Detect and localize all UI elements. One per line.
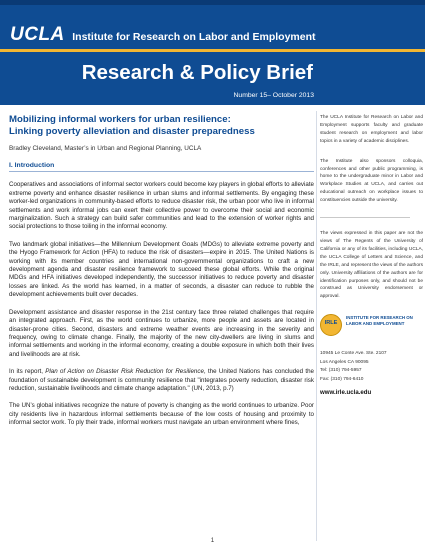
paragraph-3: Development assistance and disaster response in the 21st century face three related challenges that require an integrated approach. First, as the world continues to urbanize, more people and assets are located in disaster-prone cities. Second, disasters and extreme weather events are increasing in the severity and frequency, owing to climate change. Finally, the majority of the new city-dwellers are living in slums and informal settlements and working in the informal economy, creating a double exposure in which both their lives and livelihoods are at risk. <box>9 308 314 358</box>
sidebar-divider-line <box>316 111 317 541</box>
telephone-line: Tel: (310) 794-5957 <box>320 368 362 374</box>
contact-block <box>320 350 423 384</box>
sidebar-disclaimer: The views expressed in this paper are not the views of The Regents of the University of California or any of its facilities, including UCLA, the UCLA College of Letters and Science, and the IRLE, and represent the views of the authors only. University affiliations of the authors are for identification purposes only, and should not be construed as University endorsement or approval. <box>320 231 423 300</box>
fax-line: Fax: (310) 794-6410 <box>320 377 364 382</box>
paragraph-2: Two landmark global initiatives—the Millennium Development Goals (MDGs) to alleviate extreme poverty and the Hyogo Framework for Action (HFA) to reduce the risk of disasters—expire in 2015. The United Nations is working with its member countries and international non-governmental organizations to craft a new development agenda and disaster resilience framework to succeed these global efforts. While the original MDGs and HFA initiatives developed independently, the successor initiatives to reduce poverty and disaster losses are linked. As the world has learned, in a matter of seconds, a disaster can reduce to rubble the development achievements built over decades. <box>9 240 314 299</box>
article-title <box>9 114 314 138</box>
institute-name: Institute for Research on Labor and Employment <box>72 31 316 43</box>
website-link[interactable]: www.irle.ucla.edu <box>320 388 372 396</box>
article-title-line-2: Linking poverty alleviation and disaster preparedness <box>9 126 255 138</box>
header-banner <box>0 0 425 105</box>
irle-seal-label: IRLE <box>324 320 338 327</box>
paragraph-5: The UN’s global initiatives recognize the nature of poverty is changing as the world continues to urbanize. Poor city residents live in hazardous informal settlements because of the low costs of housing and proximity to informal sector work. To ply their trade, informal workers must navigate an urban environment where fines, <box>9 402 314 427</box>
paragraph-4 <box>9 368 314 393</box>
paragraph-4-rest: , the United Nations has concluded the foundation of sustainable development is community resilience that "integrates poverty reduction, disaster risk reduction, sustainable livelihoods and climate change adaptation." (UN, 2013, p.7) <box>9 368 314 392</box>
article-column <box>9 114 314 428</box>
article-title-line-1: Mobilizing informal workers for urban resilience: <box>9 114 231 125</box>
paragraph-4-lead: In its report, <box>9 368 46 376</box>
sidebar <box>320 114 423 396</box>
header-gold-rule <box>0 49 425 52</box>
ucla-logo-text: UCLA <box>10 24 65 45</box>
sidebar-rule <box>320 217 410 218</box>
section-heading: I. Introduction <box>9 162 314 172</box>
series-title: Research & Policy Brief <box>81 61 313 84</box>
brand-row <box>10 24 316 46</box>
address-line: 10945 Le Conte Ave. Ste. 2107 <box>320 351 387 357</box>
irle-logo <box>320 313 420 337</box>
city-line: Los Angeles CA 90095 <box>320 359 369 365</box>
sidebar-about: The UCLA Institute for Research on Labor and Employment supports faculty and graduate student research on employment and labor topics in a variety of academic disciplines. <box>320 115 423 144</box>
issue-number: Number 15– October 2013 <box>233 92 314 99</box>
page-number: 1 <box>210 537 215 544</box>
paragraph-1: Cooperatives and associations of informal sector workers could become key players in global efforts to alleviate extreme poverty and enhance disaster resilience in urban slums and informal settlements. By engaging these worker-led organizations in community-based efforts to reduce disaster risk, the urban poor who live in informal settlements and work informal jobs can exert their collective power to overcome their social and economic marginalization. Such a strategy can build safer communities and lead to the extension of worker rights and social protections to those toiling in the informal economy. <box>9 181 314 231</box>
report-title-italic: Plan of Action on Disaster Risk Reduction for Resilience <box>45 368 204 376</box>
sidebar-programs: The Institute also sponsors colloquia, conferences and other public programming, is home to the undergraduate minor in Labor and Workplace Studies at UCLA, and carries out educational outreach on workplace issues to constituencies outside the university. <box>320 158 423 204</box>
irle-logo-text: INSTITUTE FOR RESEARCH ON LABOR AND EMPLOYMENT <box>346 315 413 326</box>
header-top-stripe <box>0 0 425 5</box>
author-byline: Bradley Cleveland, Master’s in Urban and Regional Planning, UCLA <box>9 145 202 153</box>
